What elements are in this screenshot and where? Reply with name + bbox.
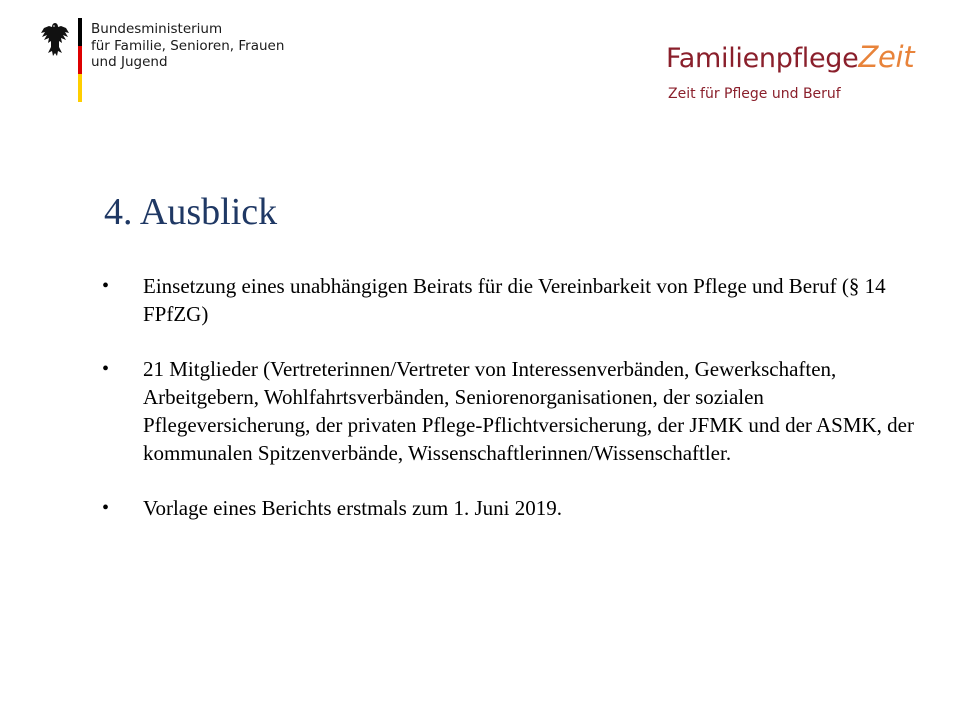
bullet-marker: • <box>102 497 110 519</box>
bullet-text: Vorlage eines Berichts erstmals zum 1. Juni 2019. <box>143 496 562 520</box>
federal-eagle-icon <box>40 20 70 60</box>
logo-tagline: Zeit für Pflege und Beruf <box>668 86 841 102</box>
slide-title: 4. Ausblick <box>104 191 278 233</box>
bullet-marker: • <box>102 358 110 380</box>
bullet-text: 21 Mitglieder (Vertreterinnen/Vertreter von Interessenverbänden, Gewerkschaften, Arbeitgebern, Wohlfahrtsverbänden, Seniorenorganisationen, der sozialen Pflegeversicherung, der privaten Pflege-Pflichtversicherung, der JFMK und der ASMK, der kommunalen Spitzenverbände, Wissenschaftlerinnen/Wissenschaftler. <box>143 357 914 465</box>
bullet-text: Einsetzung eines unabhängigen Beirats für die Vereinbarkeit von Pflege und Beruf (§ 14 FPfZG) <box>143 274 886 326</box>
bullet-item <box>102 355 922 467</box>
ministry-line-3: und Jugend <box>91 54 168 70</box>
ministry-line-2: für Familie, Senioren, Frauen <box>91 37 285 54</box>
bullet-list <box>102 272 922 549</box>
familienpflegezeit-logo <box>666 40 936 110</box>
flag-stripe-red <box>78 46 82 74</box>
logo-wordmark <box>666 40 936 76</box>
flag-stripe-black <box>78 18 82 46</box>
logo-word-main: Familienpflege <box>666 43 859 74</box>
bullet-item <box>102 272 922 328</box>
ministry-logo <box>40 18 340 108</box>
logo-word-accent: Zeit <box>858 40 915 74</box>
ministry-line-1: Bundesministerium <box>91 21 223 37</box>
german-flag-bar <box>78 18 82 102</box>
flag-stripe-gold <box>78 74 82 102</box>
bullet-marker: • <box>102 275 110 297</box>
bullet-item <box>102 494 922 522</box>
ministry-name <box>91 21 284 71</box>
